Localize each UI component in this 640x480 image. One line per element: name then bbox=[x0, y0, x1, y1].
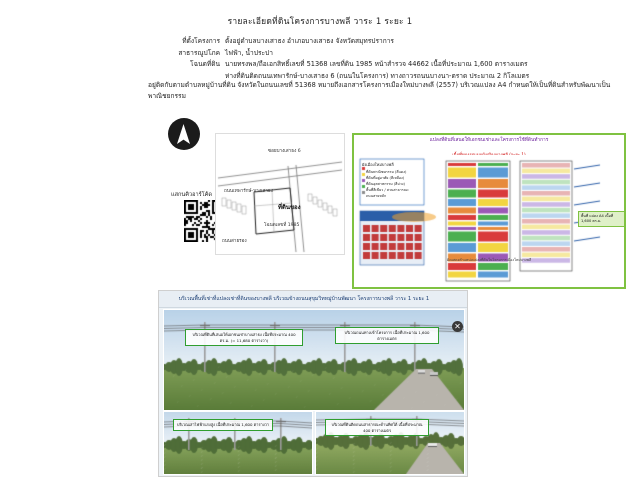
plan-legend-title: ผังเมืองใหม่บางพลี bbox=[362, 162, 394, 167]
meta-row bbox=[148, 36, 618, 46]
map-label-secondary-road: ถนนสายรอง bbox=[222, 239, 247, 244]
site-map-panel bbox=[215, 133, 345, 255]
company-logo-icon bbox=[168, 118, 200, 150]
photo-callout-pole: บริเวณเสาไฟฟ้าแรงสูง เนื้อที่ประมาณ 1,600 ตารางวา bbox=[173, 419, 273, 431]
meta-row bbox=[148, 59, 618, 69]
photo-callout-roadside: บริเวณถนนทางเข้าโครงการ เนื้อที่ประมาณ 1,600 ตารางเมตร bbox=[335, 327, 439, 344]
metadata-block bbox=[148, 36, 618, 82]
meta-label: สาธารณูปโภค bbox=[178, 48, 220, 57]
meta-label bbox=[148, 71, 225, 81]
plan-legend-item: ที่ดินอุตสาหกรรม (สีม่วง) bbox=[366, 182, 405, 186]
meta-label: ที่ตั้งโครงการ bbox=[182, 37, 220, 45]
plan-legend-item: ถนนสายหลัก bbox=[366, 194, 387, 198]
photo-callout-main: บริเวณที่ดินที่เสนอให้เอกชนเช่าบางเสาธง เนื้อที่ประมาณ 400 ตร.ม. (= 11,680 ตารางวา) bbox=[185, 329, 303, 346]
photo-callout-green: บริเวณที่ดินติดถนนสาธารณะด้านทิศใต้ เนื้อที่ประมาณ 400 ตารางเมตร bbox=[325, 419, 429, 436]
zoning-plan-panel bbox=[352, 133, 626, 289]
body-paragraph: อยู่ติดกับตามตำบลหมู่บ้านที่ดิน จังหวัดในถนนเลขที่ 51368 หมายถึงเอกสารโครงการเมืองใหม่บางพลี (2557) บริเวณแปลง A4 กำหนดให้เป็นที่ดินสำหรับพัฒนาเป็นพาณิชยกรรม bbox=[148, 81, 611, 100]
meta-value: ไฟฟ้า, น้ำประปา bbox=[225, 48, 273, 57]
meta-row bbox=[148, 71, 618, 81]
photo-panel-header-text: บริเวณพื้นที่เช่าที่แปลงเช่าที่ดินของบางพลี บริเวณข้างถนนสุขุมวิทหมู่บ้านพัฒนา โครงการบางพลี วาระ 1 ระยะ 1 bbox=[178, 296, 430, 302]
photo-evidence-panel bbox=[158, 290, 468, 477]
photo-main-field bbox=[163, 309, 465, 411]
close-icon[interactable]: ✕ bbox=[452, 321, 463, 332]
plan-heading: แปลงที่ดินที่เสนอให้เอกชนเช่าและโครงการใช้ที่ดินทำการ bbox=[429, 138, 549, 143]
plan-legend-item: พื้นที่สีเขียว / สวนสาธารณะ bbox=[366, 188, 409, 192]
plan-bottom-note: ผังแสดงตำแหน่งแปลงที่ดินในโครงการเมืองใหม่บางพลี bbox=[446, 258, 532, 262]
map-label-main-road: ถนนเทพารักษ์-บางเสาธง bbox=[224, 189, 273, 194]
map-label-soi: ซอยบางเสาธง 6 bbox=[268, 149, 301, 154]
meta-value: นายทรงพล/ถือเอกสิทธิ์เลขที่ 51368 เลขที่ดิน 1985 หน้าสำรวจ 44662 เนื้อที่ประมาณ 1,600 ตารางเมตร bbox=[225, 60, 528, 68]
meta-value: ห่างที่ดินติดถนนเทพารักษ์-บางเสาธง 6 (ถนนในโครงการ) ทางถาวรถนนบางนา-ตราด ประมาณ 2 กิโลเมตร bbox=[225, 71, 530, 80]
meta-value: ตั้งอยู่ตำบลบางเสาธง อำเภอบางเสาธง จังหวัดสมุทรปราการ bbox=[225, 37, 394, 45]
plan-legend-item: ที่ดินพาณิชยกรรม (สีแดง) bbox=[366, 170, 407, 174]
qr-caption: แสกนคิวอาร์โค้ด bbox=[171, 192, 212, 198]
page-title: รายละเอียดที่ดินโครงการบางพลี วาระ 1 ระยะ 1 bbox=[227, 17, 413, 27]
site-label: ที่ดินของ bbox=[278, 204, 301, 211]
meta-row bbox=[148, 48, 618, 58]
plan-legend-item: ที่ดินที่อยู่อาศัย (สีเหลือง) bbox=[366, 176, 405, 180]
meta-label: โฉนดที่ดิน bbox=[190, 60, 220, 68]
map-label-parcel: โฉนดเลขที่ 1985 bbox=[264, 223, 300, 228]
plan-side-note: พื้นที่ แปลง A4 เนื้อที่ 1,600 ตร.ม. bbox=[578, 211, 626, 227]
